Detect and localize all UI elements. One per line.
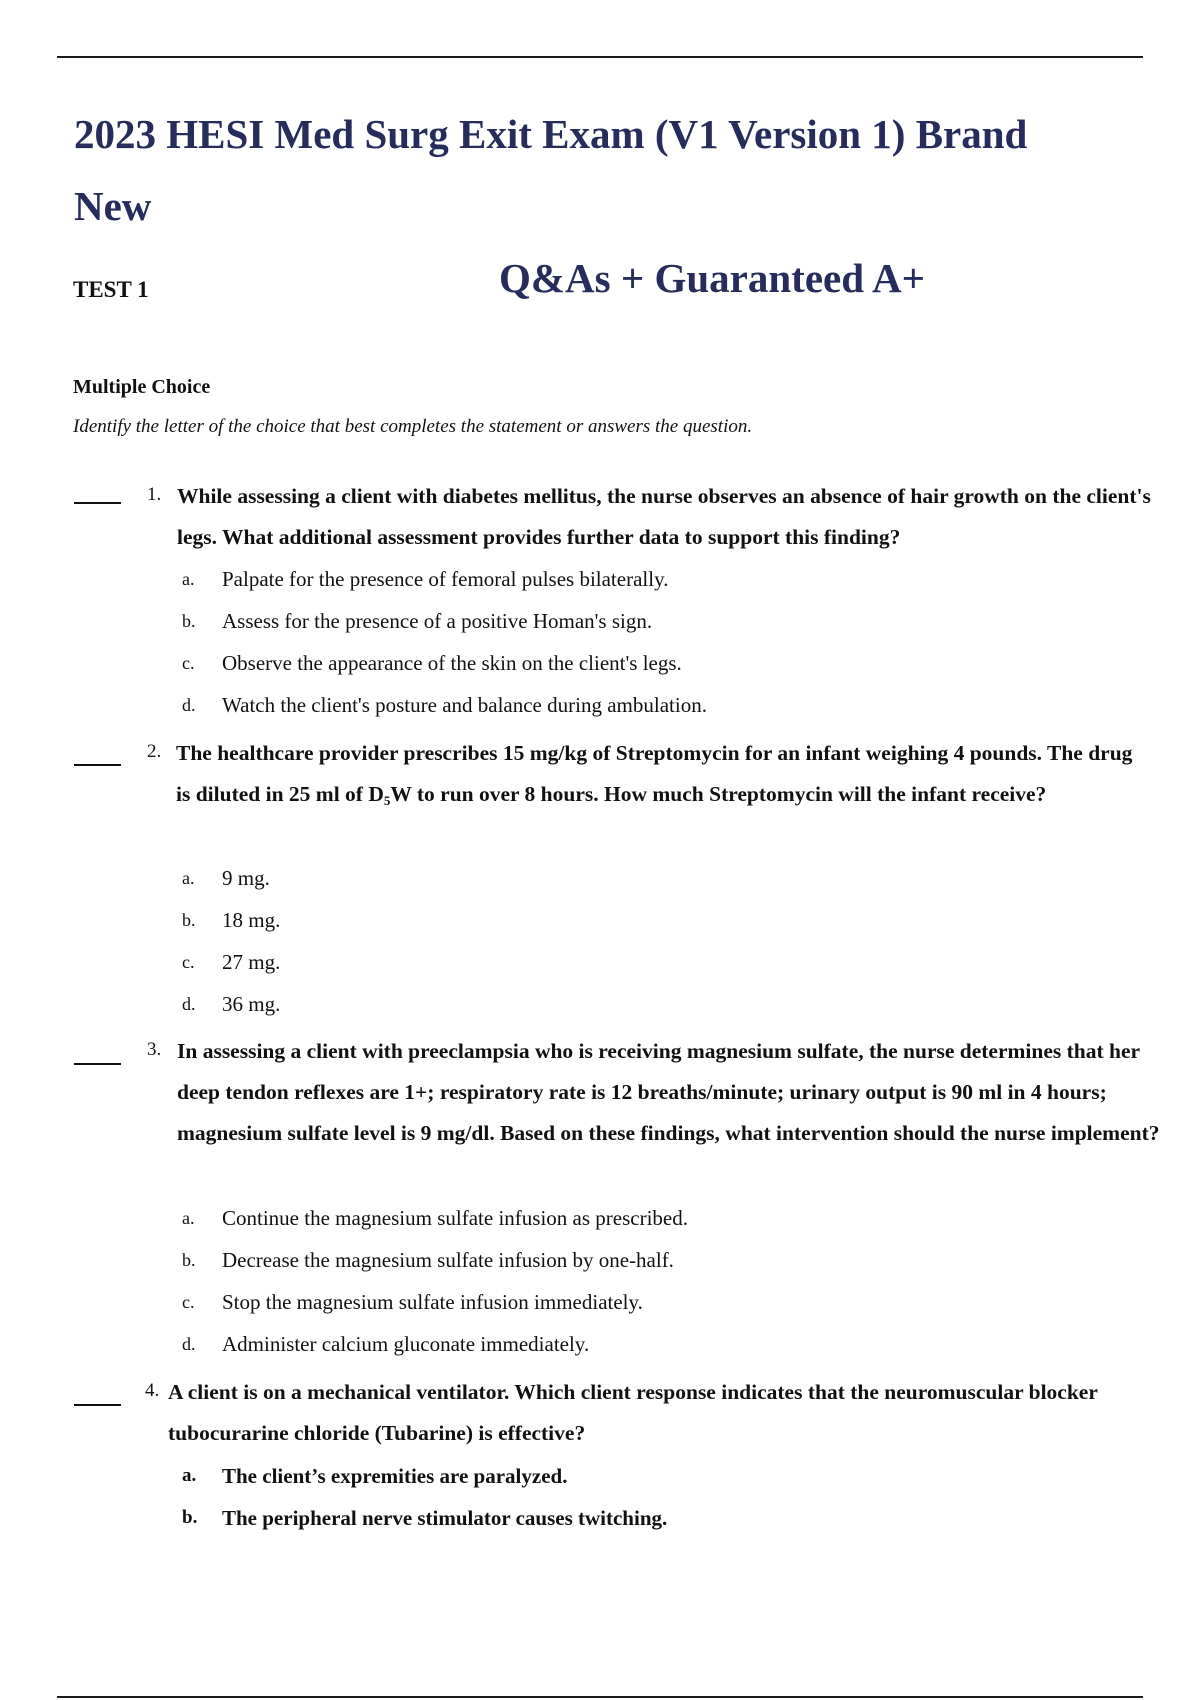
option-letter: c. xyxy=(182,653,195,673)
option-c[interactable] xyxy=(182,1281,1142,1323)
option-text: The client’s expremities are paralyzed. xyxy=(222,1464,568,1488)
option-letter: a. xyxy=(182,868,195,888)
subscript: 5 xyxy=(383,793,391,808)
answer-blank[interactable] xyxy=(74,1063,121,1065)
option-text: Continue the magnesium sulfate infusion as prescribed. xyxy=(222,1206,688,1230)
option-letter: d. xyxy=(182,994,196,1014)
option-c[interactable] xyxy=(182,941,1142,983)
option-b[interactable] xyxy=(182,1497,1142,1539)
answer-blank[interactable] xyxy=(74,502,121,504)
question-number: 3. xyxy=(147,1039,162,1060)
option-a[interactable] xyxy=(182,1197,1142,1239)
option-b[interactable] xyxy=(182,1239,1142,1281)
question-stem: While assessing a client with diabetes mellitus, the nurse observes an absence of hair growth on the client's legs. What additional assessment provides further data to support this finding? xyxy=(177,484,1151,549)
option-text: Watch the client's posture and balance during ambulation. xyxy=(222,693,707,717)
section-heading: Multiple Choice xyxy=(73,376,211,398)
option-letter: b. xyxy=(182,1507,198,1528)
option-b[interactable] xyxy=(182,899,1142,941)
option-a[interactable] xyxy=(182,558,1142,600)
option-letter: b. xyxy=(182,1250,196,1270)
option-d[interactable] xyxy=(182,983,1142,1025)
question-number: 4. xyxy=(145,1380,160,1401)
question-number: 1. xyxy=(147,484,162,505)
option-letter: b. xyxy=(182,910,196,930)
document-title xyxy=(74,98,1114,314)
option-text: Stop the magnesium sulfate infusion immediately. xyxy=(222,1290,643,1314)
bottom-rule xyxy=(57,1696,1143,1698)
option-text: 9 mg. xyxy=(222,866,270,890)
option-text: The peripheral nerve stimulator causes twitching. xyxy=(222,1506,668,1530)
answer-blank[interactable] xyxy=(74,764,121,766)
option-b[interactable] xyxy=(182,600,1142,642)
top-rule xyxy=(57,56,1143,58)
title-line-1: 2023 HESI Med Surg Exit Exam (V1 Version 1) Brand New xyxy=(74,111,1028,229)
option-text: 27 mg. xyxy=(222,950,281,974)
question-number: 2. xyxy=(147,741,162,762)
option-text: Observe the appearance of the skin on the client's legs. xyxy=(222,651,682,675)
question-stem: In assessing a client with preeclampsia who is receiving magnesium sulfate, the nurse determines that her deep tendon reflexes are 1+; respiratory rate is 12 breaths/minute; urinary output is 90 ml in 4 hours; magnesium sulfate level is 9 mg/dl. Based on these findings, what intervention should the nurse implement? xyxy=(177,1039,1160,1145)
answer-options xyxy=(182,558,1142,726)
option-text: Administer calcium gluconate immediately. xyxy=(222,1332,590,1356)
answer-options xyxy=(182,857,1142,1025)
instructions: Identify the letter of the choice that best completes the statement or answers the question. xyxy=(73,416,753,437)
option-c[interactable] xyxy=(182,642,1142,684)
option-text: Palpate for the presence of femoral pulses bilaterally. xyxy=(222,567,669,591)
option-letter: c. xyxy=(182,952,195,972)
option-letter: a. xyxy=(182,1208,195,1228)
answer-blank[interactable] xyxy=(74,1404,121,1406)
option-text: Decrease the magnesium sulfate infusion by one-half. xyxy=(222,1248,674,1272)
option-letter: b. xyxy=(182,611,196,631)
option-letter: d. xyxy=(182,695,196,715)
test-label: TEST 1 xyxy=(73,277,149,302)
option-letter: d. xyxy=(182,1334,196,1354)
option-a[interactable] xyxy=(182,1455,1142,1497)
title-line-2: Q&As + Guaranteed A+ xyxy=(499,255,925,301)
option-letter: c. xyxy=(182,1292,195,1312)
answer-options xyxy=(182,1455,1142,1539)
question-stem: The healthcare provider prescribes 15 mg/kg of Streptomycin for an infant weighing 4 pounds. The drug is diluted in 25 ml of $D_5W$ to run over 8 hours. How much Streptomycin will the infant receive? xyxy=(176,741,1133,808)
question-stem: A client is on a mechanical ventilator. Which client response indicates that the neuromuscular blocker tubocurarine chloride (Tubarine) is effective? xyxy=(168,1380,1098,1445)
option-a[interactable] xyxy=(182,857,1142,899)
option-d[interactable] xyxy=(182,684,1142,726)
option-text: 18 mg. xyxy=(222,908,281,932)
option-letter: a. xyxy=(182,569,195,589)
option-d[interactable] xyxy=(182,1323,1142,1365)
option-letter: a. xyxy=(182,1465,197,1486)
option-text: 36 mg. xyxy=(222,992,281,1016)
option-text: Assess for the presence of a positive Homan's sign. xyxy=(222,609,653,633)
answer-options xyxy=(182,1197,1142,1365)
